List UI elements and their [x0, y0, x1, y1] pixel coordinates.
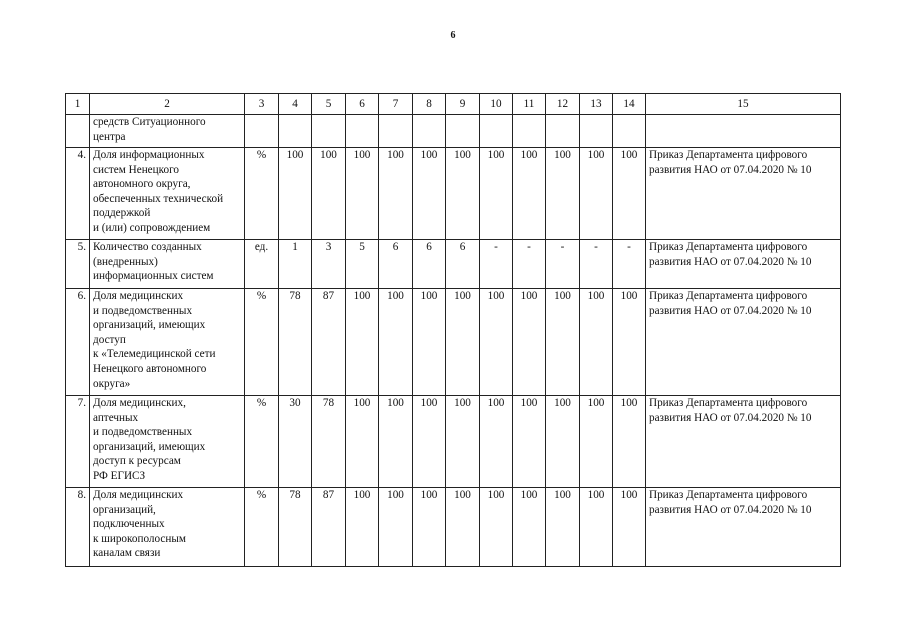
- indicator-name: Доля информационных систем Ненецкого автономного округа, обеспеченных технической поддержкой и (или) сопровождением: [90, 148, 245, 240]
- table-row: [66, 240, 841, 289]
- indicator-name: Доля медицинских и подведомственных организаций, имеющих доступ к «Телемедицинской сети Ненецкого автономного округа»: [90, 289, 245, 396]
- column-header: 12: [546, 94, 580, 115]
- value-cell: -: [513, 240, 546, 289]
- source-cell: Приказ Департамента цифрового развития НАО от 07.04.2020 № 10: [646, 488, 841, 567]
- value-cell: [413, 115, 446, 148]
- unit-cell: [245, 115, 279, 148]
- column-header: 4: [279, 94, 312, 115]
- source-cell: Приказ Департамента цифрового развития НАО от 07.04.2020 № 10: [646, 240, 841, 289]
- value-cell: 100: [413, 488, 446, 567]
- value-cell: 6: [446, 240, 480, 289]
- value-cell: -: [580, 240, 613, 289]
- value-cell: [513, 115, 546, 148]
- row-number: 8.: [66, 488, 90, 567]
- value-cell: 100: [480, 148, 513, 240]
- column-header: 14: [613, 94, 646, 115]
- value-cell: 100: [546, 488, 580, 567]
- unit-cell: %: [245, 289, 279, 396]
- value-cell: 100: [346, 396, 379, 488]
- row-number: 6.: [66, 289, 90, 396]
- value-cell: 87: [312, 488, 346, 567]
- indicator-name: средств Ситуационного центра: [90, 115, 245, 148]
- unit-cell: %: [245, 396, 279, 488]
- column-header: 6: [346, 94, 379, 115]
- value-cell: -: [613, 240, 646, 289]
- unit-cell: %: [245, 148, 279, 240]
- value-cell: 3: [312, 240, 346, 289]
- table-row: [66, 488, 841, 567]
- value-cell: 100: [613, 148, 646, 240]
- value-cell: 100: [513, 289, 546, 396]
- value-cell: 6: [379, 240, 413, 289]
- value-cell: 100: [346, 148, 379, 240]
- value-cell: 1: [279, 240, 312, 289]
- value-cell: 78: [312, 396, 346, 488]
- value-cell: 100: [513, 396, 546, 488]
- value-cell: [279, 115, 312, 148]
- value-cell: 30: [279, 396, 312, 488]
- value-cell: 100: [580, 488, 613, 567]
- row-number: 4.: [66, 148, 90, 240]
- table-header-row: [66, 94, 841, 115]
- value-cell: 100: [513, 488, 546, 567]
- column-header: 7: [379, 94, 413, 115]
- source-cell: Приказ Департамента цифрового развития НАО от 07.04.2020 № 10: [646, 148, 841, 240]
- value-cell: 100: [546, 289, 580, 396]
- value-cell: 5: [346, 240, 379, 289]
- value-cell: 100: [346, 289, 379, 396]
- value-cell: 100: [446, 289, 480, 396]
- value-cell: 100: [580, 289, 613, 396]
- table-row: [66, 289, 841, 396]
- indicator-name: Доля медицинских организаций, подключенных к широкополосным каналам связи: [90, 488, 245, 567]
- value-cell: 78: [279, 289, 312, 396]
- indicator-name: Доля медицинских, аптечных и подведомственных организаций, имеющих доступ к ресурсам РФ ЕГИСЗ: [90, 396, 245, 488]
- column-header: 10: [480, 94, 513, 115]
- value-cell: 100: [480, 396, 513, 488]
- value-cell: 100: [546, 396, 580, 488]
- value-cell: [446, 115, 480, 148]
- value-cell: 100: [613, 396, 646, 488]
- value-cell: 100: [580, 396, 613, 488]
- value-cell: 100: [480, 488, 513, 567]
- row-number: 7.: [66, 396, 90, 488]
- value-cell: 78: [279, 488, 312, 567]
- value-cell: 100: [413, 148, 446, 240]
- value-cell: 100: [379, 396, 413, 488]
- value-cell: 100: [513, 148, 546, 240]
- row-number: [66, 115, 90, 148]
- row-number: 5.: [66, 240, 90, 289]
- value-cell: 100: [613, 289, 646, 396]
- value-cell: [580, 115, 613, 148]
- column-header: 2: [90, 94, 245, 115]
- column-header: 11: [513, 94, 546, 115]
- source-cell: Приказ Департамента цифрового развития НАО от 07.04.2020 № 10: [646, 396, 841, 488]
- value-cell: 100: [312, 148, 346, 240]
- source-cell: Приказ Департамента цифрового развития НАО от 07.04.2020 № 10: [646, 289, 841, 396]
- column-header: 3: [245, 94, 279, 115]
- value-cell: [480, 115, 513, 148]
- value-cell: 6: [413, 240, 446, 289]
- value-cell: -: [480, 240, 513, 289]
- unit-cell: ед.: [245, 240, 279, 289]
- value-cell: 100: [413, 396, 446, 488]
- value-cell: 100: [446, 148, 480, 240]
- table-row: [66, 115, 841, 148]
- column-header: 9: [446, 94, 480, 115]
- value-cell: 100: [379, 289, 413, 396]
- value-cell: [312, 115, 346, 148]
- source-cell: [646, 115, 841, 148]
- unit-cell: %: [245, 488, 279, 567]
- column-header: 13: [580, 94, 613, 115]
- column-header: 8: [413, 94, 446, 115]
- value-cell: 100: [379, 488, 413, 567]
- table-row: [66, 148, 841, 240]
- value-cell: 87: [312, 289, 346, 396]
- value-cell: 100: [480, 289, 513, 396]
- value-cell: 100: [546, 148, 580, 240]
- column-header: 1: [66, 94, 90, 115]
- value-cell: [613, 115, 646, 148]
- page-number: 6: [450, 30, 456, 41]
- value-cell: 100: [580, 148, 613, 240]
- value-cell: [379, 115, 413, 148]
- value-cell: 100: [613, 488, 646, 567]
- value-cell: 100: [279, 148, 312, 240]
- value-cell: 100: [413, 289, 446, 396]
- indicator-name: Количество созданных (внедренных) информационных систем: [90, 240, 245, 289]
- table-row: [66, 396, 841, 488]
- value-cell: 100: [446, 396, 480, 488]
- value-cell: [346, 115, 379, 148]
- value-cell: [546, 115, 580, 148]
- indicators-table: [65, 93, 841, 567]
- value-cell: 100: [446, 488, 480, 567]
- value-cell: -: [546, 240, 580, 289]
- value-cell: 100: [346, 488, 379, 567]
- column-header: 15: [646, 94, 841, 115]
- value-cell: 100: [379, 148, 413, 240]
- column-header: 5: [312, 94, 346, 115]
